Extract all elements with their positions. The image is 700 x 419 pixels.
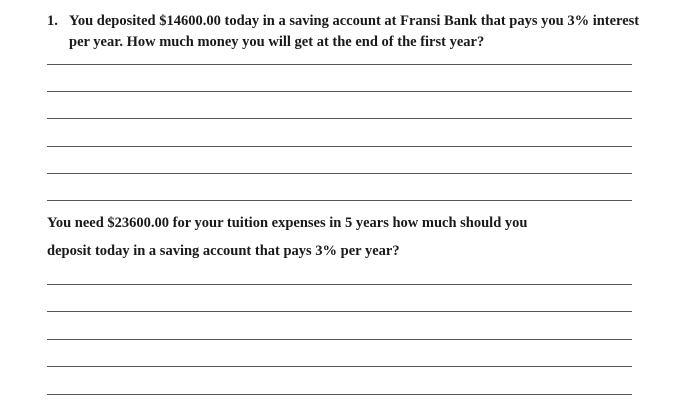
answer-line-1-3 (47, 118, 632, 119)
answer-line-1-2 (47, 91, 632, 92)
answer-line-2-3 (47, 339, 632, 340)
question-2 (47, 213, 647, 262)
question-1-text: You deposited $14600.00 today in a saving account at Fransi Bank that pays you 3% interest per year. How much money you will get at the end of the first year? (69, 13, 640, 50)
question-2-line-1: You need $23600.00 for your tuition expenses in 5 years how much should you (47, 215, 528, 231)
answer-line-2-5 (47, 394, 632, 395)
question-2-line-2: deposit today in a saving account that pays 3% per year? (47, 243, 400, 259)
answer-line-2-4 (47, 366, 632, 367)
answer-line-1-6 (47, 200, 632, 201)
question-1-number: 1. (47, 13, 58, 29)
answer-line-1-1 (47, 64, 632, 65)
question-1 (47, 11, 647, 53)
answer-line-1-5 (47, 173, 632, 174)
answer-line-2-1 (47, 284, 632, 285)
answer-line-2-2 (47, 311, 632, 312)
answer-line-1-4 (47, 146, 632, 147)
